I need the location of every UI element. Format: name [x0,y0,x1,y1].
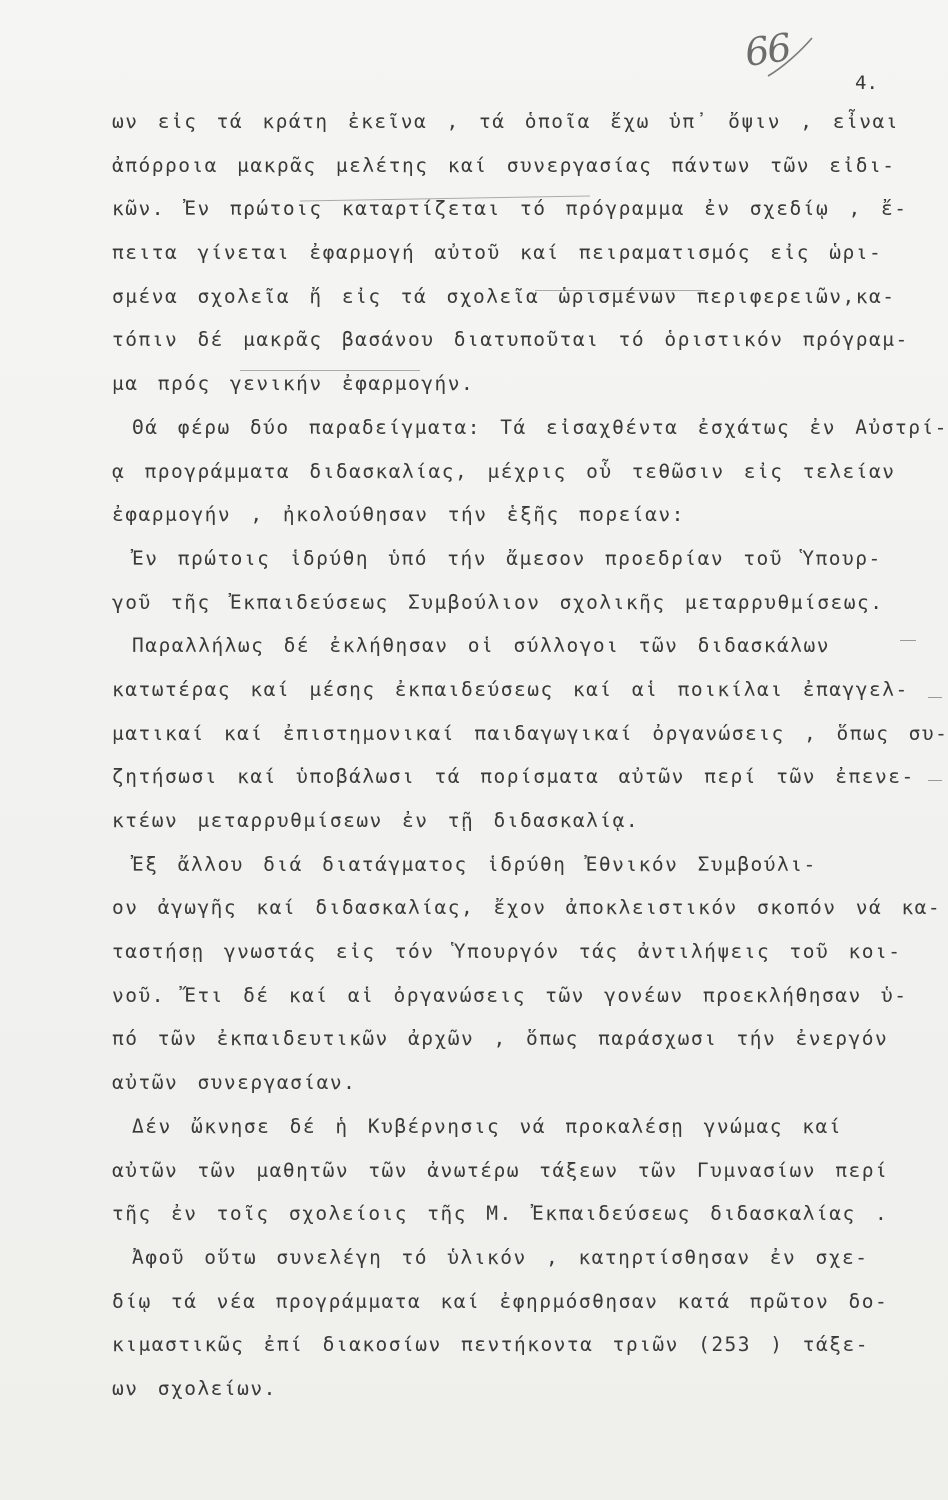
text-line: τῆς ἐν τοῖς σχολείοις τῆς Μ. Ἐκπαιδεύσεως διδασκαλίας . [112,1202,889,1226]
text-line: σμένα σχολεῖα ἤ εἰς τά σχολεῖα ὡρισμένων περιφερειῶν,κα- [112,284,896,308]
text-line: μα πρός γενικήν ἐφαρμογήν. [112,372,475,396]
text-line: ον ἀγωγῆς καί διδασκαλίας, ἔχον ἀποκλειστικόν σκοπόν νά κα- [112,896,942,920]
text-line: Ἐξ ἄλλου διά διατάγματος ἱδρύθη Ἐθνικόν Συμβούλι- [132,852,817,876]
text-line: ζητήσωσι καί ὑποβάλωσι τά πορίσματα αὐτῶν περί τῶν ἐπενε- [112,765,915,789]
text-line: κτέων μεταρρυθμίσεων ἐν τῇ διδασκαλίᾳ. [112,809,640,832]
margin-mark [928,780,942,781]
text-line: Δέν ὤκνησε δέ ἡ Κυβέρνησις νά προκαλέσῃ γνώμας καί [132,1114,842,1138]
text-line: ἐφαρμογήν , ἠκολούθησαν τήν ἑξῆς πορείαν: [112,503,685,527]
text-line: Παραλλήλως δέ ἐκλήθησαν οἱ σύλλογοι τῶν διδασκάλων [132,634,830,658]
text-line: Ἐν πρώτοις ἱδρύθη ὑπό τήν ἄμεσον προεδρίαν τοῦ Ὑπουρ- [132,546,882,570]
body-text [112,100,948,1411]
text-line: πό τῶν ἐκπαιδευτικῶν ἀρχῶν , ὅπως παράσχωσι τήν ἐνεργόν [112,1027,889,1051]
text-line: ᾳ προγράμματα διδασκαλίας, μέχρις οὗ τεθῶσιν εἰς τελείαν [112,459,896,483]
text-line: γοῦ τῆς Ἐκπαιδεύσεως Συμβούλιον σχολικῆς μεταρρυθμίσεως. [112,590,884,614]
text-line: τόπιν δέ μακρᾶς βασάνου διατυποῦται τό ὁριστικόν πρόγραμ- [112,328,909,352]
page-number: 4. [855,72,878,94]
text-line: ματικαί καί ἐπιστημονικαί παιδαγωγικαί ὀργανώσεις , ὅπως συ- [112,721,948,745]
text-line: δίῳ τά νέα προγράμματα καί ἐφηρμόσθησαν κατά πρῶτον δο- [112,1289,889,1313]
text-line: κῶν. Ἐν πρώτοις καταρτίζεται τό πρόγραμμα ἐν σχεδίῳ , ἔ- [112,197,908,221]
handwritten-folio-number: 66 [742,25,793,75]
text-line: νοῦ. Ἔτι δέ καί αἱ ὀργανώσεις τῶν γονέων προεκλήθησαν ὑ- [112,983,908,1007]
text-line: κιμαστικῶς ἐπί διακοσίων πεντήκοντα τριῶν (253 ) τάξε- [112,1333,869,1357]
text-line: κατωτέρας καί μέσης ἐκπαιδεύσεως καί αἱ ποικίλαι ἐπαγγελ- [112,677,909,701]
margin-mark [928,697,942,698]
text-line: ταστήσῃ γνωστάς εἰς τόν Ὑπουργόν τάς ἀντιλήψεις τοῦ κοι- [112,940,902,964]
text-line: αὐτῶν συνεργασίαν. [112,1071,357,1095]
text-line: ων εἰς τά κράτη ἐκεῖνα , τά ὁποῖα ἔχω ὑπ᾽ ὄψιν , εἶναι [112,110,899,133]
text-line: Ἀφοῦ οὕτω συνελέγη τό ὑλικόν , κατηρτίσθησαν ἐν σχε- [132,1245,869,1269]
text-line: Θά φέρω δύο παραδείγματα: Τά εἰσαχθέντα ἐσχάτως ἐν Αὐστρί- [132,415,948,439]
text-line: αὐτῶν τῶν μαθητῶν τῶν ἀνωτέρω τάξεων τῶν Γυμνασίων περί [112,1158,889,1182]
text-line: πειτα γίνεται ἐφαρμογή αὐτοῦ καί πειραματισμός εἰς ὡρι- [112,241,883,265]
text-line: ἀπόρροια μακρᾶς μελέτης καί συνεργασίας πάντων τῶν εἰδι- [112,153,896,177]
text-line: ων σχολείων. [112,1376,277,1400]
